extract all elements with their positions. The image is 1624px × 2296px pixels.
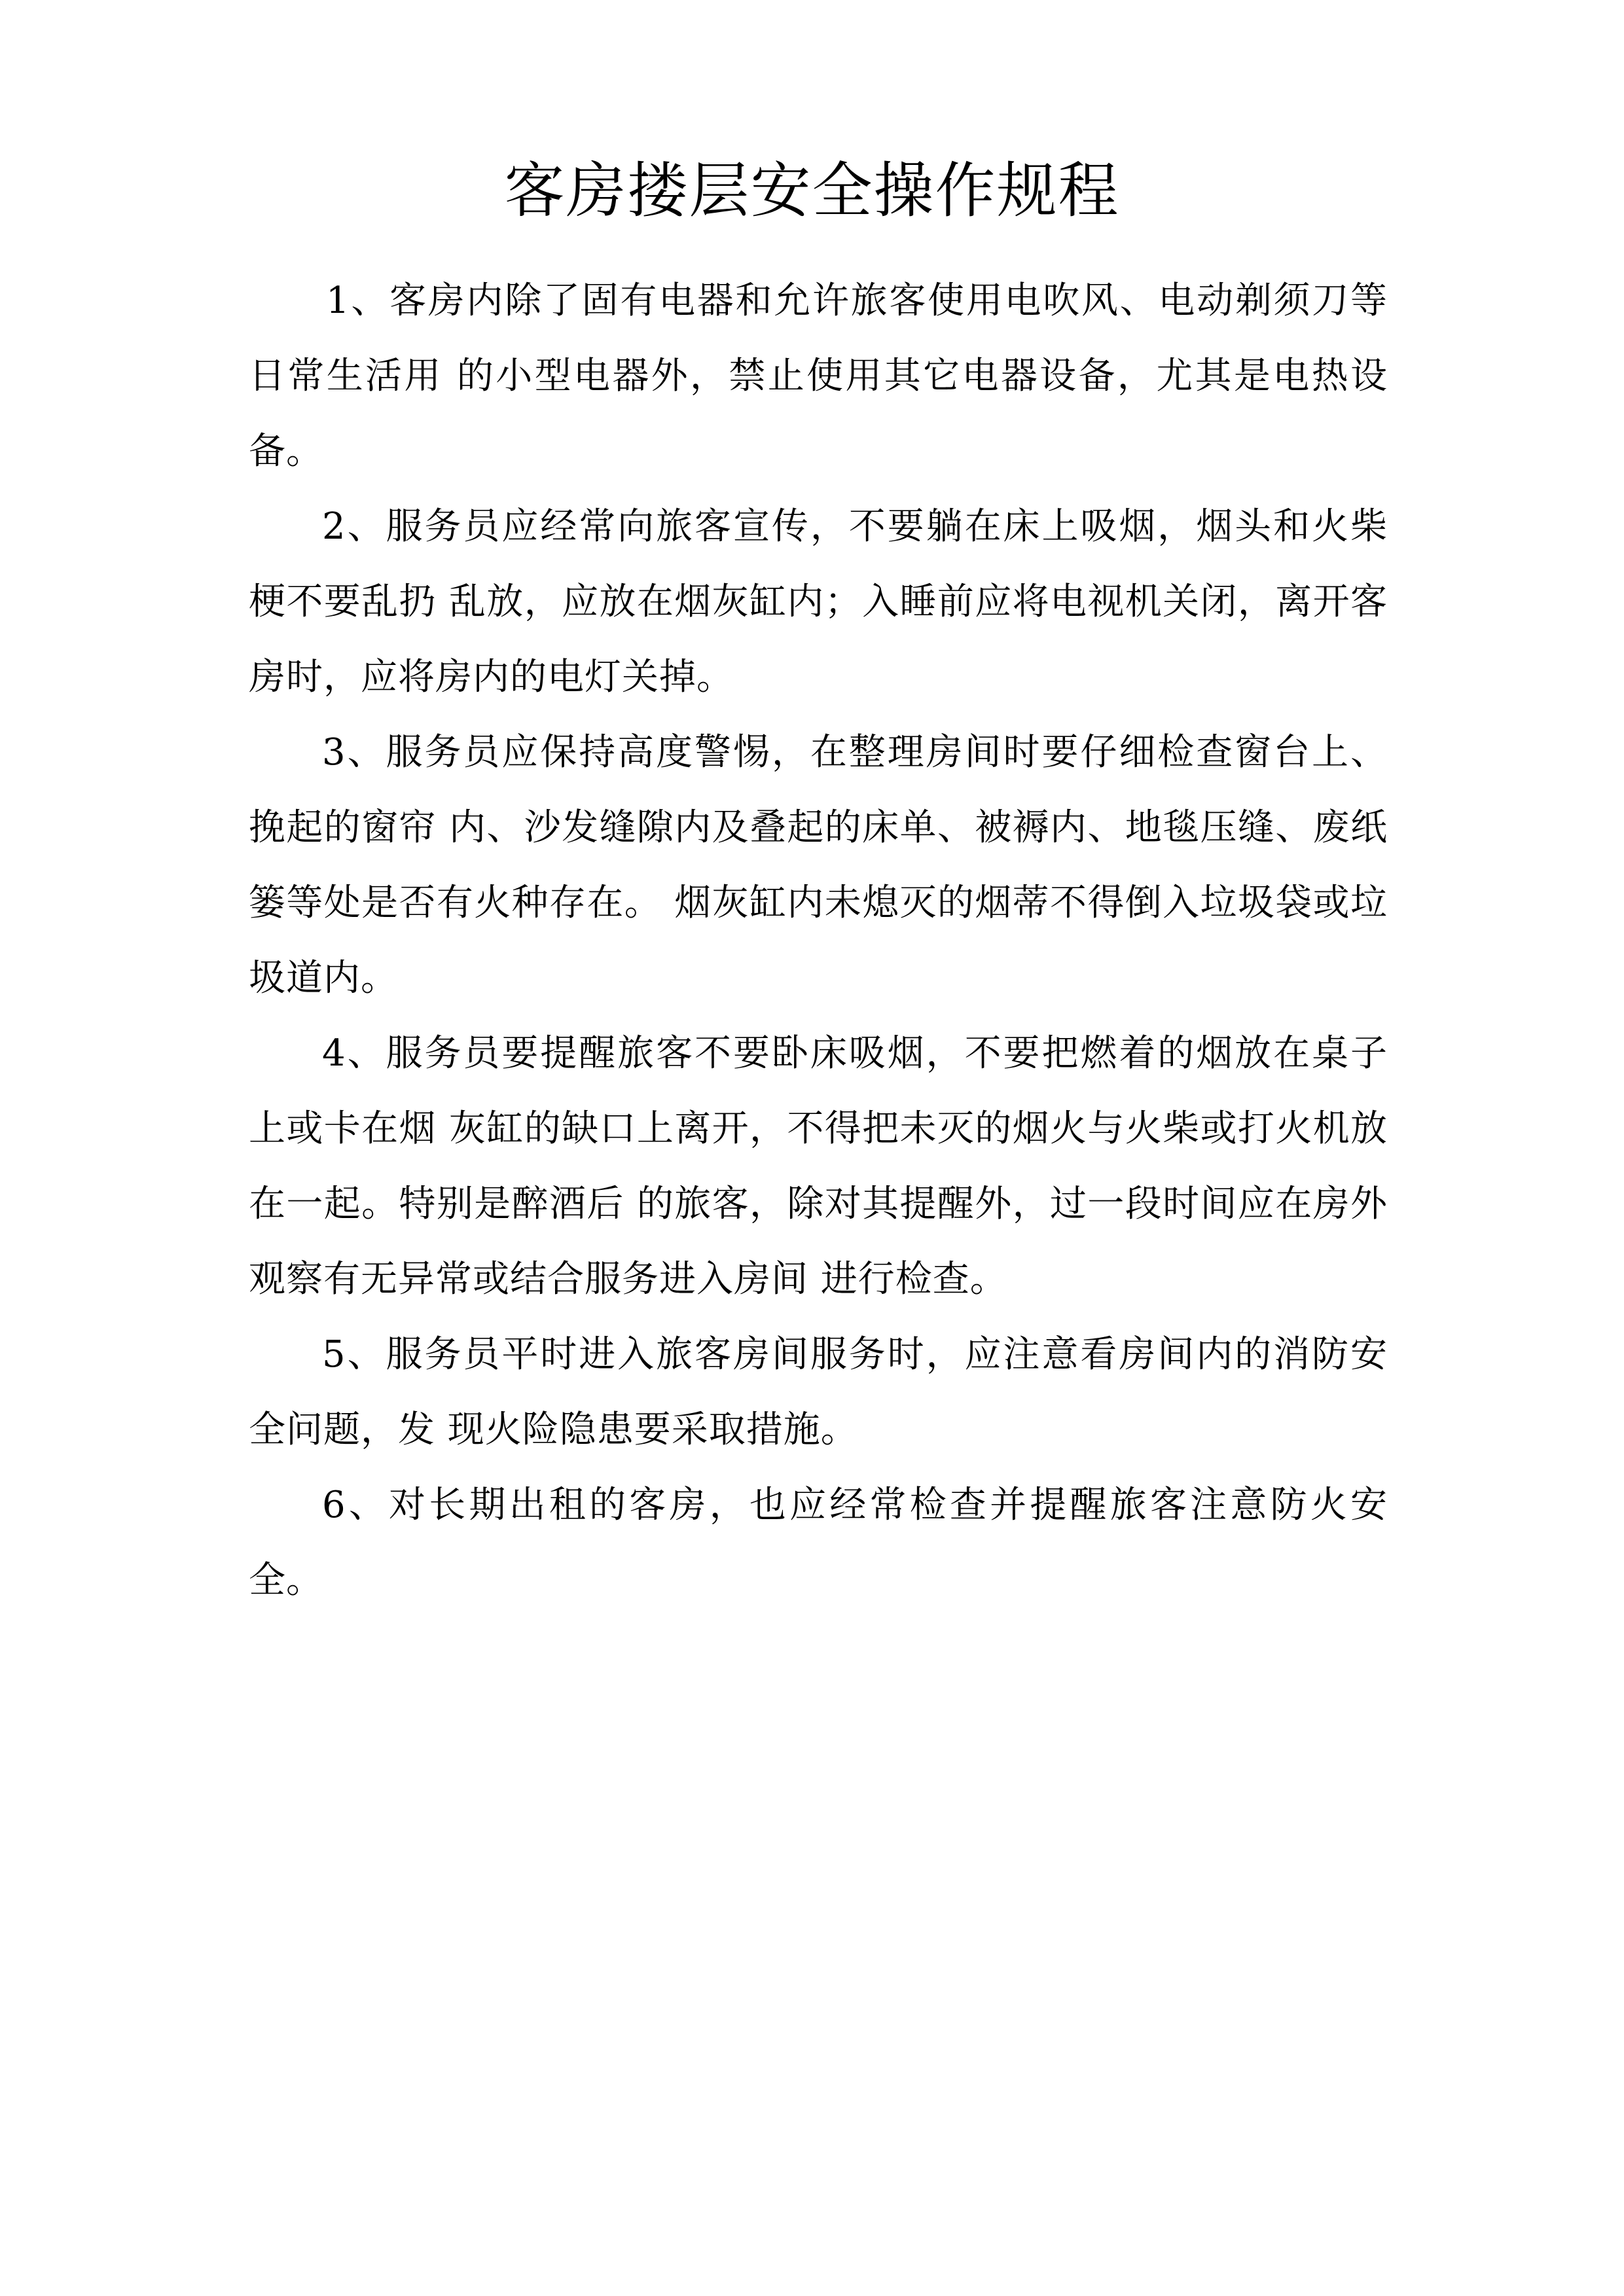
paragraph-6: 6、对长期出租的客房，也应经常检查并提醒旅客注意防火安全。 [249, 1484, 1388, 1602]
paragraph-4: 4、服务员要提醒旅客不要卧床吸烟，不要把燃着的烟放在桌子上或卡在烟 灰缸的缺口上离开，不得把未灭的烟火与火柴或打火机放在一起。特别是醉酒后 的旅客，除对其提醒外，过一段时间应在房外观察有无异常或结合服务进入房间 进行检查。 [249, 1032, 1388, 1300]
paragraph-3: 3、服务员应保持高度警惕，在整理房间时要仔细检查窗台上、挽起的窗帘 内、沙发缝隙内及叠起的床单、被褥内、地毯压缝、废纸篓等处是否有火种存在。 烟灰缸内未熄灭的烟蒂不得倒入垃圾袋或垃圾道内。 [249, 731, 1388, 999]
document-body [249, 263, 1388, 1618]
paragraph-5: 5、服务员平时进入旅客房间服务时，应注意看房间内的消防安全问题，发 现火险隐患要采取措施。 [249, 1333, 1388, 1451]
paragraph-2: 2、服务员应经常向旅客宣传，不要躺在床上吸烟，烟头和火柴梗不要乱扔 乱放，应放在烟灰缸内；入睡前应将电视机关闭，离开客房时，应将房内的电灯关掉。 [249, 505, 1388, 698]
document-title: 客房搂层安全操作规程 [504, 156, 1120, 226]
paragraph-1: 1、客房内除了固有电器和允许旅客使用电吹风、电动剃须刀等日常生活用 的小型电器外，禁止使用其它电器设备，尤其是电热设备。 [249, 279, 1388, 473]
